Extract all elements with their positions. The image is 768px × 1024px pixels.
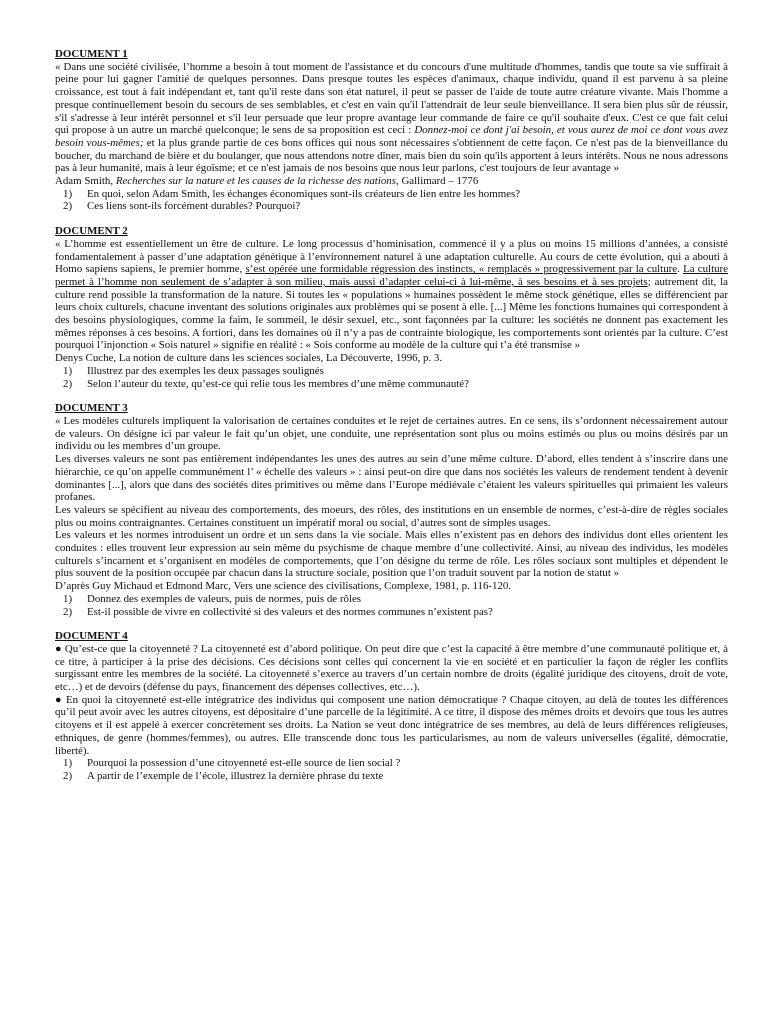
question-text: Ces liens sont-ils forcément durables? Pourquoi? [87, 200, 301, 213]
document-2 [55, 225, 728, 390]
text-run: ● En quoi la citoyenneté est-elle intégratrice des individus qui composent une nation démocratique ? Chaque citoyen, au delà de toutes les différences qu’il peut avoir avec les autres citoyens, est dépositaire d’une parcelle de la légitimité. A ce titre, il dispose des mêmes droits et devoirs que tous les autres citoyens et il est appelé à exercer concrètement ses droits. La Nation se veut donc intégratrice de ses membres, au delà de leurs différences religieuses, ethniques, de genre (hommes/femmes), ou autres. Elle transcende donc tous les particularismes, au nom de valeurs universelles (égalité, démocratie, liberté). [55, 693, 728, 757]
text-run: Les valeurs se spécifient au niveau des comportements, des moeurs, des rôles, des institutions en un ensemble de normes, c’est-à-dire de règles sociales plus ou moins contraignantes. Certaines constituent un impératif moral ou social, d’autres sont de simples usages. [55, 503, 728, 529]
paragraph [55, 529, 728, 580]
question-number: 2) [63, 200, 73, 213]
document-title: DOCUMENT 2 [55, 225, 128, 238]
text-run: . [677, 263, 684, 276]
question-number: 1) [63, 364, 73, 377]
question-item [63, 757, 728, 770]
question-text: En quoi, selon Adam Smith, les échanges économiques sont-ils créateurs de lien entre les hommes? [87, 187, 521, 200]
paragraph [55, 694, 728, 758]
paragraph [55, 415, 728, 453]
document-title: DOCUMENT 3 [55, 402, 128, 415]
question-item [63, 200, 728, 213]
document-3 [55, 402, 728, 618]
question-text: Est-il possible de vivre en collectivité si des valeurs et des normes communes n’existent pas? [87, 605, 493, 618]
text-run: « L’homme est essentiellement un être de culture. Le long processus d’hominisation, commencé il y a plus ou moins 15 millions d’années, a consisté fondamentalement à passer d’une adaptation génétique à l’environnement naturel à une adaptation culturelle. Au cours de cette évolution, qui a abouti à Homo sapiens sapiens, le premier homme, [55, 237, 728, 276]
question-number: 2) [63, 377, 73, 390]
question-text: Donnez des exemples de valeurs, puis de normes, puis de rôles [87, 592, 362, 605]
question-number: 1) [63, 757, 73, 770]
question-list [55, 188, 728, 213]
document-body [55, 415, 728, 618]
question-item [63, 770, 728, 783]
document-body [55, 643, 728, 783]
question-text: A partir de l’exemple de l’école, illustrez la dernière phrase du texte [87, 769, 384, 782]
document-1 [55, 48, 728, 213]
question-text: Illustrez par des exemples les deux passages soulignés [87, 364, 324, 377]
text-run: , Gallimard – 1776 [396, 175, 479, 188]
source-citation [55, 580, 728, 593]
question-item [63, 188, 728, 201]
text-run: « Dans une société civilisée, l’homme a besoin à tout moment de l'assistance et du concours d'une multitude d'hommes, tandis que toute sa vie suffirait à peine pour lui gagner l'amitié de quelques personnes. Dans presque toutes les espèces d'animaux, chaque individu, quand il est parvenu à sa pleine croissance, est tout à fait indépendant et, tant qu'il reste dans son état naturel, il peut se passer de l'aide de toute autre créature vivante. Mais l'homme a presque continuellement besoin du secours de ses semblables, et c'est en vain qu'il l'attendrait de leur seule bienveillance. Il sera bien plus sûr de réussir, s'il s'adresse à leur intérêt personnel et s'il leur persuade que leur propre avantage leur commande de faire ce qu'il souhaite d'eux. C'est ce que fait celui qui propose à un autre un marché quelconque; le sens de sa proposition est ceci : [55, 60, 728, 137]
text-run: « Les modèles culturels impliquent la valorisation de certaines conduites et le rejet de certaines autres. En ce sens, ils s’ordonnent nécessairement autour de valeurs. On désigne ici par valeur le fait qu’un objet, une conduite, une représentation sont plus ou moins estimés ou plus ou moins désirés par un individu ou les membres d’un groupe. [55, 414, 728, 453]
question-number: 2) [63, 605, 73, 618]
text-run: et la plus grande partie de ces bons offices qui nous sont nécessaires s'obtiennent de cette façon. Ce n'est pas de la bienveillance du boucher, du marchand de bière et du boulanger, que nous attendons notre dîner, mais bien du soin qu'ils apportent à leurs intérêts. Nous ne nous adressons pas à leur humanité, mais à leur égoïsme; et ce n'est jamais de nos besoins que nous leur parlons, c'est toujours de leur avantage » [55, 136, 728, 175]
paragraph [55, 643, 728, 694]
question-text: Pourquoi la possession d’une citoyenneté est-elle source de lien social ? [87, 757, 401, 770]
question-list [55, 365, 728, 390]
text-run: D’après Guy Michaud et Edmond Marc, Vers une science des civilisations, Complexe, 1981, p. 116-120. [55, 580, 512, 593]
question-item [63, 593, 728, 606]
paragraph [55, 504, 728, 529]
question-number: 1) [63, 187, 73, 200]
paragraph [55, 453, 728, 504]
paragraph [55, 61, 728, 175]
question-number: 2) [63, 769, 73, 782]
text-run: Les diverses valeurs ne sont pas entièrement indépendantes les unes des autres au sein d’une même culture. D’abord, elles tendent à s’inscrire dans une hiérarchie, ce qu’on appelle communément l’ « échelle des valeurs » : ainsi peut-on dire que dans nos sociétés les valeurs de rendement tendent à devenir dominantes [...], alors que dans des sociétés dites primitives ou même dans l’Europe médiévale c’étaient les valeurs spirituelles qui primaient les valeurs profanes. [55, 453, 728, 504]
source-citation [55, 352, 728, 365]
question-list [55, 593, 728, 618]
document-body [55, 61, 728, 213]
underlined-passage: La culture permet à l’homme non seulement de s’adapter à son milieu, mais aussi d’adapter celui-ci à lui-même, à ses besoins et à ses projets [55, 263, 729, 288]
document-body [55, 238, 728, 390]
source-citation [55, 175, 728, 188]
question-list [55, 757, 728, 782]
question-item [63, 378, 728, 391]
italic-text: Donnez-moi ce dont j'ai besoin, et vous aurez de moi ce dont vous avez besoin vous-mêmes; [55, 124, 729, 149]
document-4 [55, 630, 728, 782]
question-number: 1) [63, 592, 73, 605]
document-title: DOCUMENT 1 [55, 48, 128, 60]
document-title: DOCUMENT 4 [55, 630, 128, 643]
underlined-passage: s’est opérée une formidable régression des instincts, « remplacés » progressivement par la culture [245, 263, 678, 276]
paragraph [55, 238, 728, 352]
text-run: Adam Smith, [55, 175, 116, 188]
question-text: Selon l’auteur du texte, qu’est-ce qui relie tous les membres d’une même communauté? [87, 377, 469, 390]
italic-text: Recherches sur la nature et les causes de la richesse des nations [115, 175, 396, 188]
text-run: ; autrement dit, la culture rend possible la transformation de la nature. Si toutes les « populations » humaines possèdent le même stock génétique, elles se différencient par leurs choix culturels, chacune inventant des solutions originales aux problèmes qui se posent à elle. [...] Même les fonctions humaines qui correspondent à des besoins physiologiques, comme la faim, le sommeil, le désir sexuel, etc., sont façonnées par la culture: les sociétés ne donnent pas exactement les mêmes réponses à ces besoins. A fortiori, dans les domaines où il n’y a pas de contrainte biologique, les comportements sont orientés par la culture. C’est pourquoi l’injonction « Sois naturel » signifie en réalité : « Sois conforme au modèle de la culture qui t’a été transmise » [55, 275, 728, 352]
text-run: ● Qu’est-ce que la citoyenneté ? La citoyenneté est d’abord politique. On peut dire que c’est la capacité à être membre d’une communauté politique et, à ce titre, à participer à la prise des décisions. Ces décisions sont celles qui concernent la vie en société et en particulier la façon de régler les conflits surgissant entre les membres de la société. La citoyenneté s’exerce au travers d’un certain nombre de droits (égalité juridique des citoyens, droit de vote, etc…) et de devoirs (défense du pays, financement des dépenses collectives, etc…). [55, 642, 728, 694]
question-item [63, 606, 728, 619]
question-item [63, 365, 728, 378]
text-run: Les valeurs et les normes introduisent un ordre et un sens dans la vie sociale. Mais elles n’existent pas en dehors des individus dont elles orientent les conduites : elles trouvent leur expression au sein même du psychisme de chaque membre d’une collectivité. Ainsi, au niveau des individus, les modèles culturels s’incarnent et s’organisent en modèles de comportements, que l’on désigne du terme de rôle. Les rôles sociaux sont multiples et dépendent le plus souvent de la position occupée par chacun dans la structure sociale, position que l’on traduit souvent par la notion de statut » [55, 529, 728, 580]
text-run: Denys Cuche, La notion de culture dans les sciences sociales, La Découverte, 1996, p. 3. [55, 352, 443, 365]
